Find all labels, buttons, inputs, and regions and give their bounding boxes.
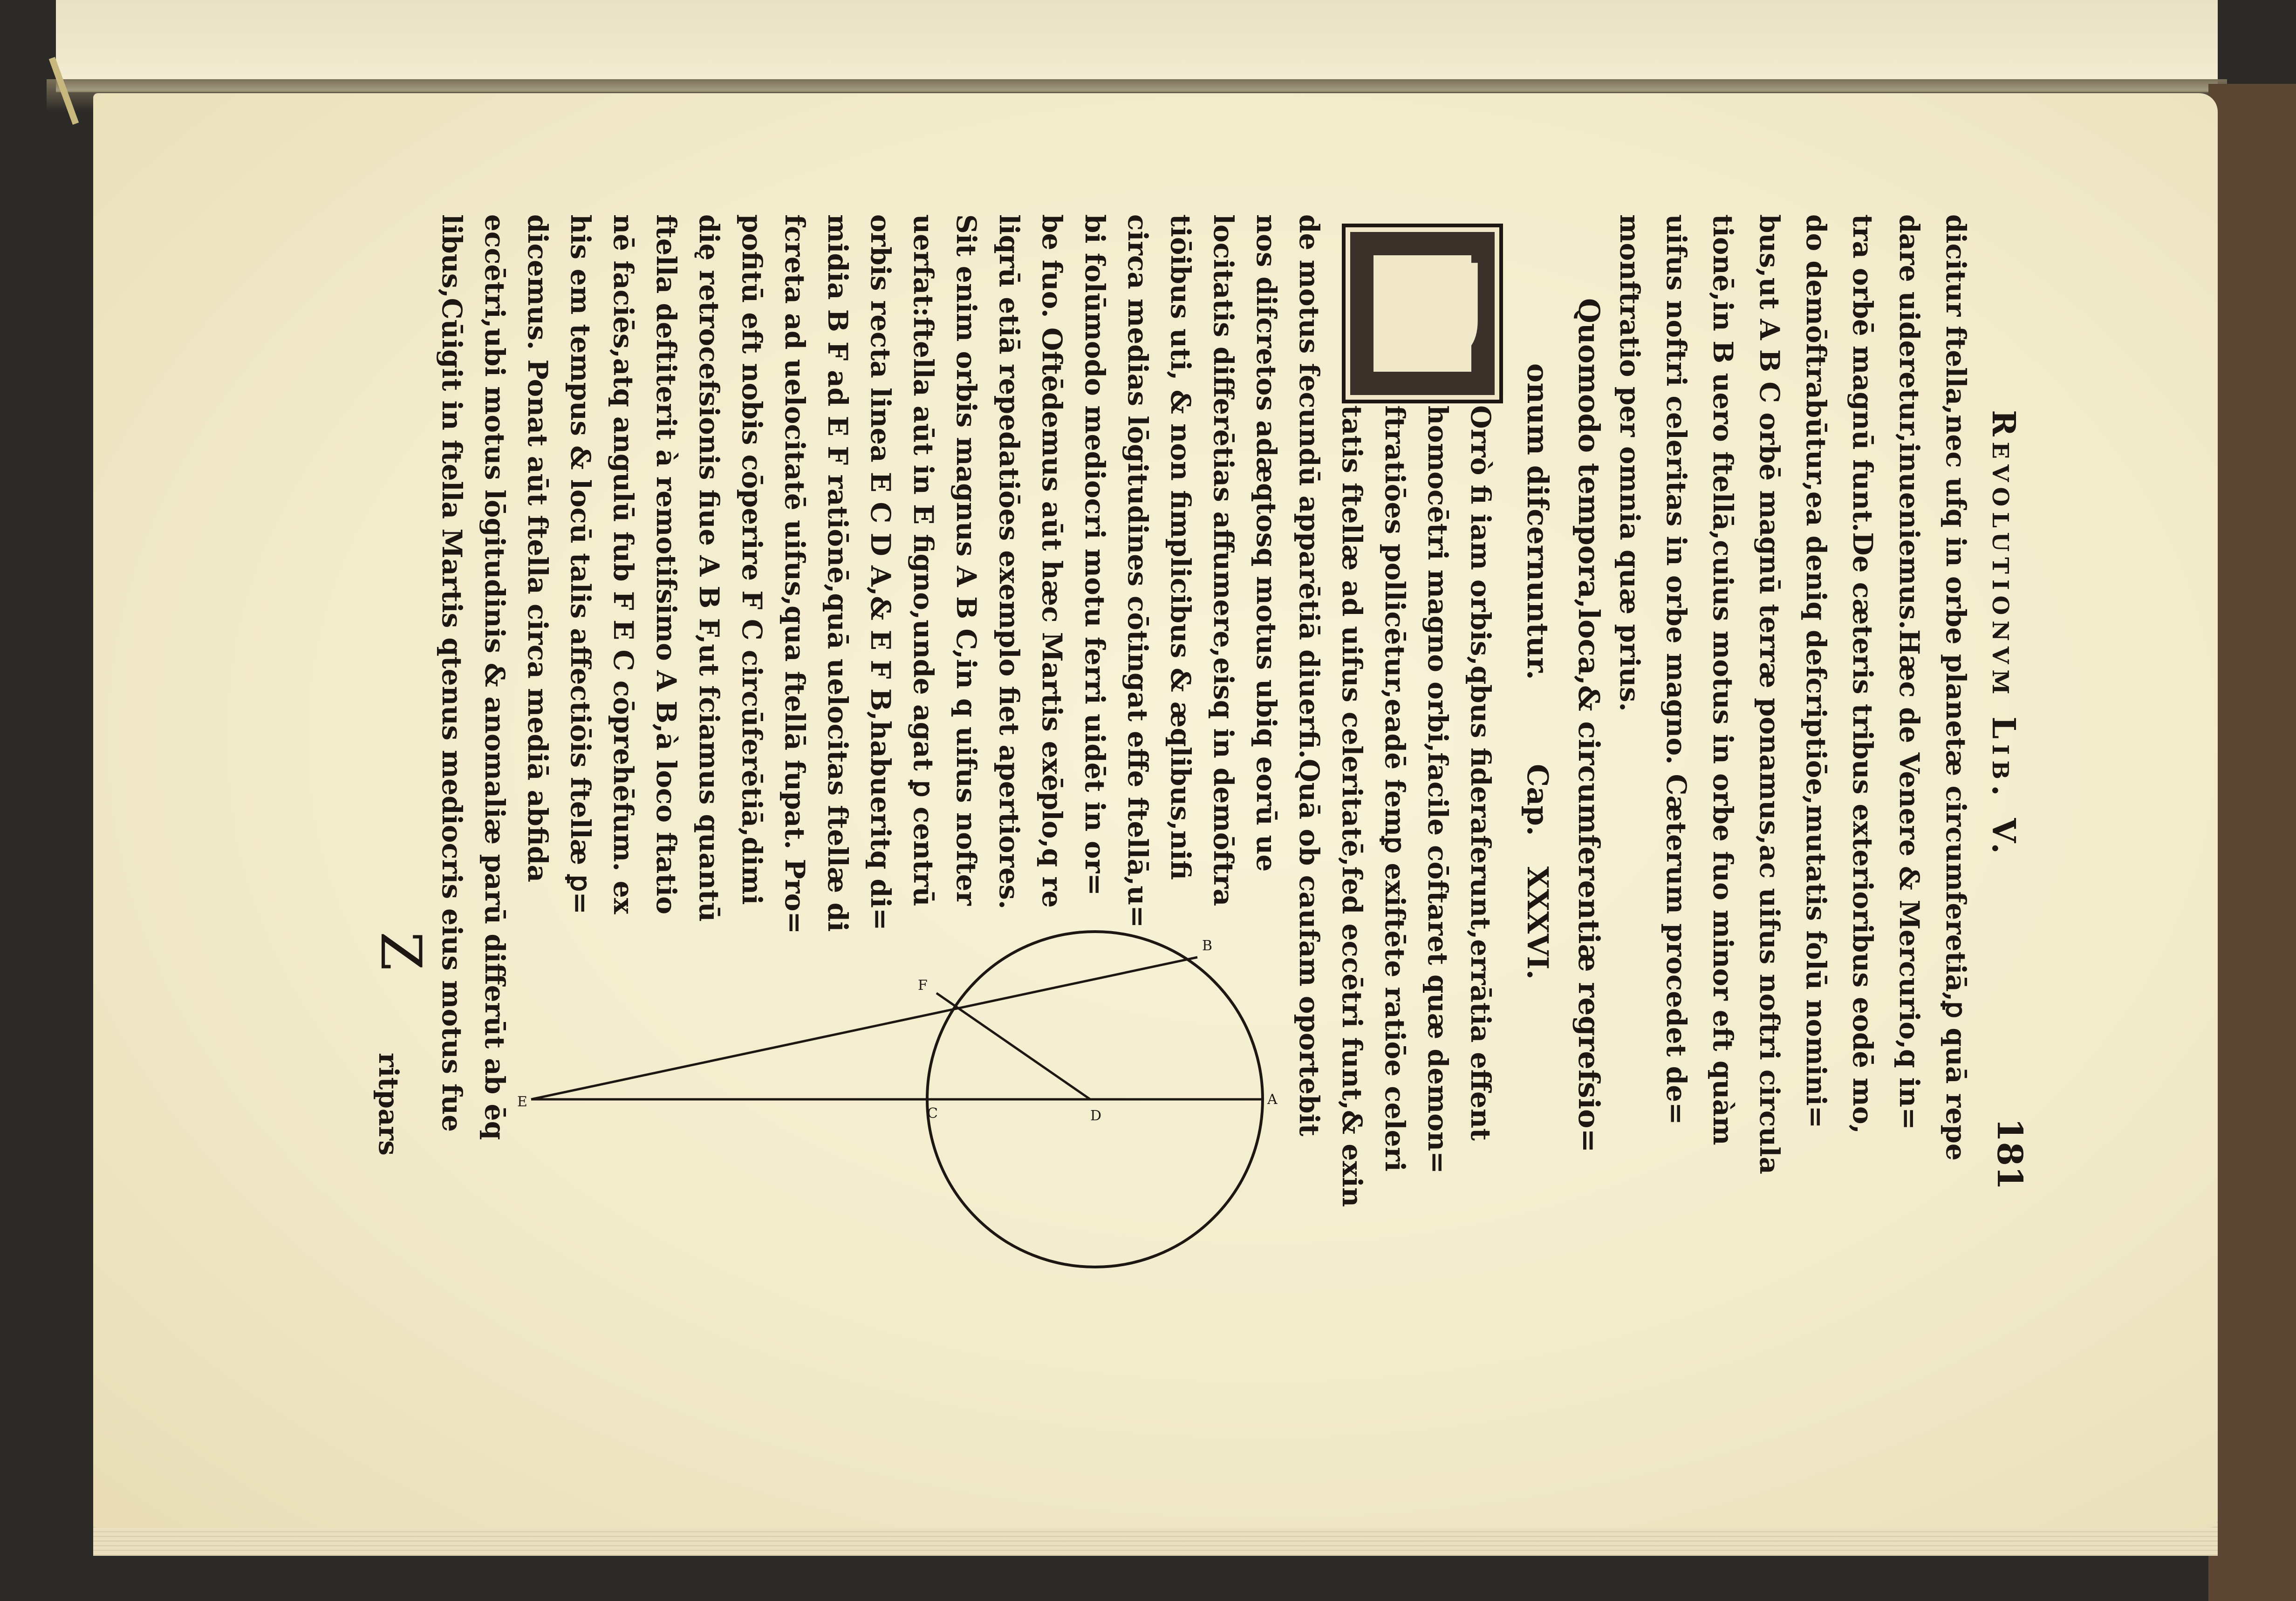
- paragraph-line: ftratiōes pollicētur,eadē femꝑ exiftēte ratiōe celeri: [1379, 405, 1411, 1172]
- paragraph-line: eccētri,ubi motus lōgitudinis & anomaliæ parū differūt ab ēq: [479, 214, 511, 1140]
- paragraph-line: uerfat:ftella aūt in E figno,unde agat ꝑ centrū: [908, 214, 939, 906]
- book-binding: [2208, 84, 2296, 1601]
- paragraph-line: nos difcretos adæqtosq motus ubiq eorū ue: [1250, 214, 1282, 872]
- signature-mark: Z: [368, 932, 433, 971]
- chapter-title-line-1: Quomodo tempora,loca,& circumferentiæ regrefsio=: [1572, 298, 1606, 1153]
- diagram-label-f: F: [918, 977, 928, 994]
- decorated-initial: [1342, 224, 1507, 403]
- folio-number: 181: [1989, 1118, 2030, 1190]
- body-line: dicitur ftella,nec ufq in orbe planetæ circumferetiā,ꝑ quā repe: [1940, 214, 1972, 1161]
- paragraph-line: orbis recta linea E C D A,& E F B,habueritq di=: [865, 214, 896, 931]
- line-fd: [936, 993, 1090, 1099]
- chapter-cap-label: Cap.: [1521, 764, 1555, 836]
- body-line: monftratio per omnia quæ prius.: [1614, 214, 1646, 712]
- paragraph-line: liqrū etiā repedatiōes exemplo fiet apertiores.: [993, 214, 1025, 910]
- paragraph-line: libus,Cūigit in ftella Martis qtenus mediocris eius motus fue: [436, 214, 468, 1132]
- paragraph-line: fcreta ad uelocitatē uifus,qua ftellā fupat. Pro=: [779, 214, 811, 934]
- paragraph-line: ftella deftiterit à remotifsimo A B,à loco ftatio: [650, 214, 682, 914]
- diagram-label-c: C: [927, 1105, 938, 1122]
- paragraph-line: be fuo. Oftēdemus aūt hæc Martis exēplo,q re: [1036, 214, 1068, 908]
- preceding-page-edge: [56, 0, 2218, 92]
- chapter-title-line-2: onum difcernuntur.: [1521, 363, 1555, 680]
- paragraph-line: dicemus. Ponat aūt ftella circa mediā abfida: [522, 214, 554, 883]
- paragraph-line: Orrò fi iam orbis,qbus fideraferunt,errātia effent: [1465, 405, 1496, 1141]
- orbit-diagram: [512, 885, 1305, 1304]
- body-line: tra orbē magnū funt.De cæteris tribus exterioribus eodē mo,: [1847, 214, 1879, 1134]
- diagram-label-d: D: [1090, 1108, 1102, 1124]
- chapter-cap-number: XXXVI.: [1521, 866, 1555, 980]
- paragraph-line: pofitū eft nobis cōperire F C circūferētiā,dimi: [736, 214, 768, 905]
- body-line: uifus noftri celeritas in orbe magno. Cæterum procedet de=: [1660, 214, 1692, 1125]
- paragraph-line: dię retrocefsionis fiue A B F,ut fciamus quantū: [693, 214, 725, 922]
- diagram-label-a: A: [1267, 1091, 1278, 1108]
- paragraph-line: tatis ftellæ ad uifus celeritatē,fed eccētri funt,& exin: [1336, 405, 1368, 1207]
- paragraph-line: nē faciēs,atq angulū fub F E C cōprehēfum. ex: [608, 214, 639, 914]
- body-line: do demōftrabūtur,ea deniq defcriptiōe,mutatis folū nomini=: [1800, 214, 1832, 1129]
- paragraph-line: midia B F ad E F ratiōnē,quā uelocitas ftellæ di: [822, 214, 854, 932]
- body-line: dare uideretur,inueniemus.Hæc de Venere & Mercurio,q in=: [1893, 214, 1925, 1130]
- diagram-label-b: B: [1202, 938, 1213, 954]
- paragraph-line: de motus fecundū apparētiā diuerfi.Quā ob caufam oportebit: [1293, 214, 1325, 1137]
- paragraph-line: circa medias lōgitudines cōtingat effe ftellā,u=: [1122, 214, 1154, 928]
- body-line: bus,ut A B C orbē magnū terræ ponamus,ac uifus noftri circula: [1754, 214, 1785, 1174]
- drop-cap-letter: P: [1343, 256, 1507, 361]
- catchword: ritpars: [373, 1053, 404, 1156]
- body-line: tionē,in B uero ftellā,cuius motus in orbe fuo minor eft quàm: [1707, 214, 1739, 1145]
- paragraph-line: his em tempus & locū talis affectiōis ftellæ ꝑ=: [565, 214, 596, 915]
- paragraph-line: bi folūmodo mediocri motu ferri uidēt in or=: [1079, 214, 1111, 896]
- running-head: Revolutionvm Lib. V.: [1985, 410, 2022, 859]
- paragraph-line: Sit enim orbis magnus A B C,in q uifus nofter: [950, 214, 982, 906]
- paragraph-line: locitatis differētias affumere,eisq in demōftra: [1208, 214, 1239, 906]
- line-efb: [531, 957, 1197, 1099]
- paragraph-line: homocētri magno orbi,facile cōftaret quæ demon=: [1422, 405, 1454, 1174]
- diagram-label-e: E: [517, 1094, 527, 1110]
- paragraph-line: tiōibus uti, & non fimplicibus & æqlibus,nifi: [1165, 214, 1196, 880]
